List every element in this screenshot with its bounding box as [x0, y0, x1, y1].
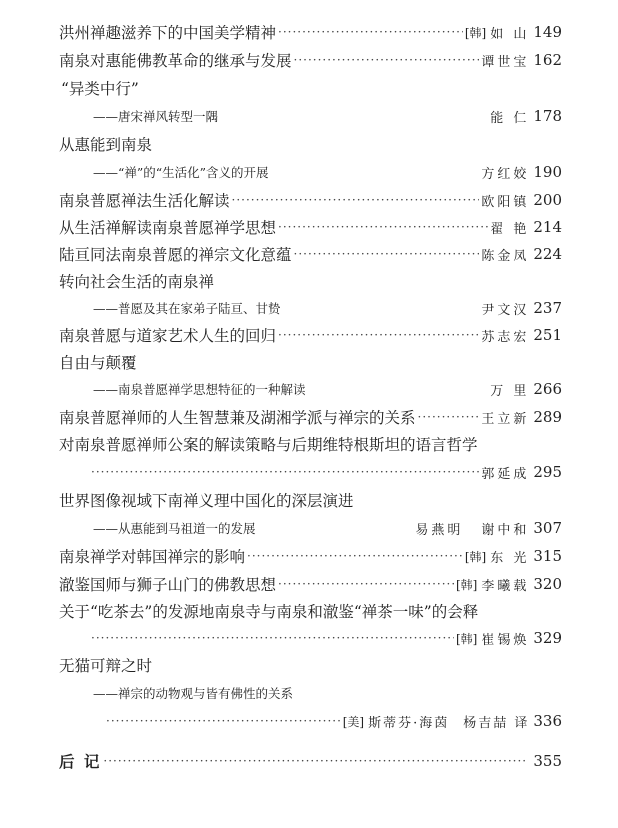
toc-entry[interactable]	[59, 323, 562, 347]
entry-page: 307	[533, 519, 562, 537]
entry-author: 崔锡焕	[481, 632, 530, 648]
entry-subtitle: ——唐宋禅风转型一隅	[93, 109, 219, 124]
toc-entry[interactable]	[59, 242, 562, 266]
toc-entry[interactable]	[59, 405, 562, 429]
toc-entry[interactable]	[59, 188, 562, 212]
nationality-tag: [韩]	[455, 631, 478, 646]
toc-entry[interactable]	[59, 488, 562, 512]
dot-leader	[103, 754, 527, 768]
entry-title: 澈鉴国师与狮子山门的佛教思想	[59, 576, 277, 594]
dot-leader	[232, 193, 480, 207]
dot-leader	[278, 577, 454, 591]
dot-leader	[278, 328, 479, 342]
toc-entry-continuation[interactable]	[89, 460, 562, 484]
toc-entry[interactable]	[59, 269, 562, 293]
dot-leader	[91, 631, 454, 645]
entry-author: 郭延成	[481, 466, 530, 482]
entry-author: 如 山	[490, 26, 530, 42]
entry-title: 对南泉普愿禅师公案的解读策略与后期维特根斯坦的语言哲学	[59, 436, 478, 454]
entry-page: 224	[533, 245, 562, 263]
entry-subtitle: ——从惠能到马祖道一的发展	[93, 521, 256, 536]
toc-entry[interactable]	[59, 48, 562, 72]
entry-page: 237	[533, 299, 562, 317]
nationality-tag: [美]	[342, 714, 365, 729]
entry-author: 斯蒂芬·海茵	[368, 715, 450, 731]
entry-title: 南泉对惠能佛教革命的继承与发展	[59, 52, 292, 70]
toc-entry[interactable]	[59, 653, 562, 677]
entry-page: 295	[533, 463, 562, 481]
entry-page: 251	[533, 326, 562, 344]
entry-title: 洪州禅趣滋养下的中国美学精神	[59, 24, 277, 42]
entry-title: 自由与颠覆	[59, 354, 137, 372]
entry-page: 329	[533, 629, 562, 647]
entry-author: 谢中和	[481, 522, 530, 538]
nationality-tag: [韩]	[464, 25, 487, 40]
toc-entry-subtitle[interactable]	[93, 160, 562, 184]
entry-page: 200	[533, 191, 562, 209]
dot-leader	[418, 410, 480, 424]
entry-author: 陈金凤	[481, 248, 530, 264]
dot-leader	[106, 714, 341, 728]
afterword-entry[interactable]	[59, 749, 562, 773]
entry-translator: 杨吉喆 译	[463, 715, 530, 731]
entry-title: “异类中行”	[61, 80, 139, 98]
toc-entry-continuation[interactable]	[104, 709, 562, 733]
toc-entry-continuation[interactable]	[89, 626, 562, 650]
entry-coauthor: 易燕明	[415, 522, 464, 538]
entry-page: 266	[533, 380, 562, 398]
dot-leader	[91, 465, 479, 479]
entry-title: 从惠能到南泉	[59, 136, 153, 154]
entry-subtitle: ——禅宗的动物观与皆有佛性的关系	[93, 686, 294, 701]
entry-page: 178	[533, 107, 562, 125]
entry-title: 从生活禅解读南泉普愿禅学思想	[59, 219, 277, 237]
entry-page: 315	[533, 547, 562, 565]
entry-page: 190	[533, 163, 562, 181]
toc-entry-subtitle[interactable]	[93, 516, 562, 540]
nationality-tag: [韩]	[464, 549, 487, 564]
toc-entry[interactable]	[59, 599, 562, 623]
toc-entry[interactable]	[59, 215, 562, 239]
toc-entry[interactable]	[59, 20, 562, 44]
entry-page: 336	[533, 712, 562, 730]
entry-page: 289	[533, 408, 562, 426]
entry-page: 214	[533, 218, 562, 236]
toc-entry[interactable]	[59, 572, 562, 596]
entry-title: 南泉普愿禅师的人生智慧兼及湖湘学派与禅宗的关系	[59, 409, 416, 427]
toc-entry-subtitle[interactable]	[93, 377, 562, 401]
entry-title: 陆亘同法南泉普愿的禅宗文化意蕴	[59, 246, 292, 264]
entry-title: 南泉普愿与道家艺术人生的回归	[59, 327, 277, 345]
entry-page: 149	[533, 23, 562, 41]
entry-author: 翟 艳	[490, 221, 530, 237]
entry-subtitle: ——“禅”的“生活化”含义的开展	[93, 165, 269, 180]
entry-title: 南泉禅学对韩国禅宗的影响	[59, 548, 246, 566]
entry-author: 王立新	[481, 411, 530, 427]
toc-entry[interactable]	[59, 132, 562, 156]
entry-author: 方红姣	[481, 166, 530, 182]
toc-entry-subtitle[interactable]	[93, 104, 562, 128]
dot-leader	[247, 549, 463, 563]
entry-title: 关于“吃茶去”的发源地南泉寺与南泉和澈鉴“禅茶一味”的会释	[59, 603, 479, 621]
entry-author: 万 里	[490, 383, 530, 399]
toc-entry[interactable]	[61, 76, 562, 100]
toc-entry[interactable]	[59, 432, 562, 456]
entry-author: 尹文汉	[481, 302, 530, 318]
toc-entry-subtitle[interactable]	[93, 681, 562, 705]
entry-author: 东 光	[490, 550, 530, 566]
toc-entry-subtitle[interactable]	[93, 296, 562, 320]
entry-author: 李曦载	[481, 578, 530, 594]
toc-entry[interactable]	[59, 350, 562, 374]
entry-page: 162	[533, 51, 562, 69]
entry-title: 转向社会生活的南泉禅	[59, 273, 215, 291]
entry-title: 世界图像视域下南禅义理中国化的深层演进	[59, 492, 354, 510]
dot-leader	[278, 220, 488, 234]
entry-page: 320	[533, 575, 562, 593]
dot-leader	[294, 53, 480, 67]
entry-author: 谭世宝	[481, 54, 530, 70]
entry-title: 南泉普愿禅法生活化解读	[59, 192, 230, 210]
toc-entry[interactable]	[59, 544, 562, 568]
entry-title: 无猫可辩之时	[59, 657, 153, 675]
dot-leader	[278, 25, 463, 39]
afterword-title: 后 记	[59, 752, 102, 771]
entry-author: 能 仁	[490, 110, 530, 126]
entry-subtitle: ——普愿及其在家弟子陆亘、甘贽	[93, 301, 281, 316]
dot-leader	[294, 247, 480, 261]
entry-subtitle: ——南泉普愿禅学思想特征的一种解读	[93, 382, 306, 397]
nationality-tag: [韩]	[455, 577, 478, 592]
entry-author: 欧阳镇	[481, 194, 530, 210]
entry-author: 苏志宏	[481, 329, 530, 345]
afterword-page: 355	[533, 752, 562, 770]
